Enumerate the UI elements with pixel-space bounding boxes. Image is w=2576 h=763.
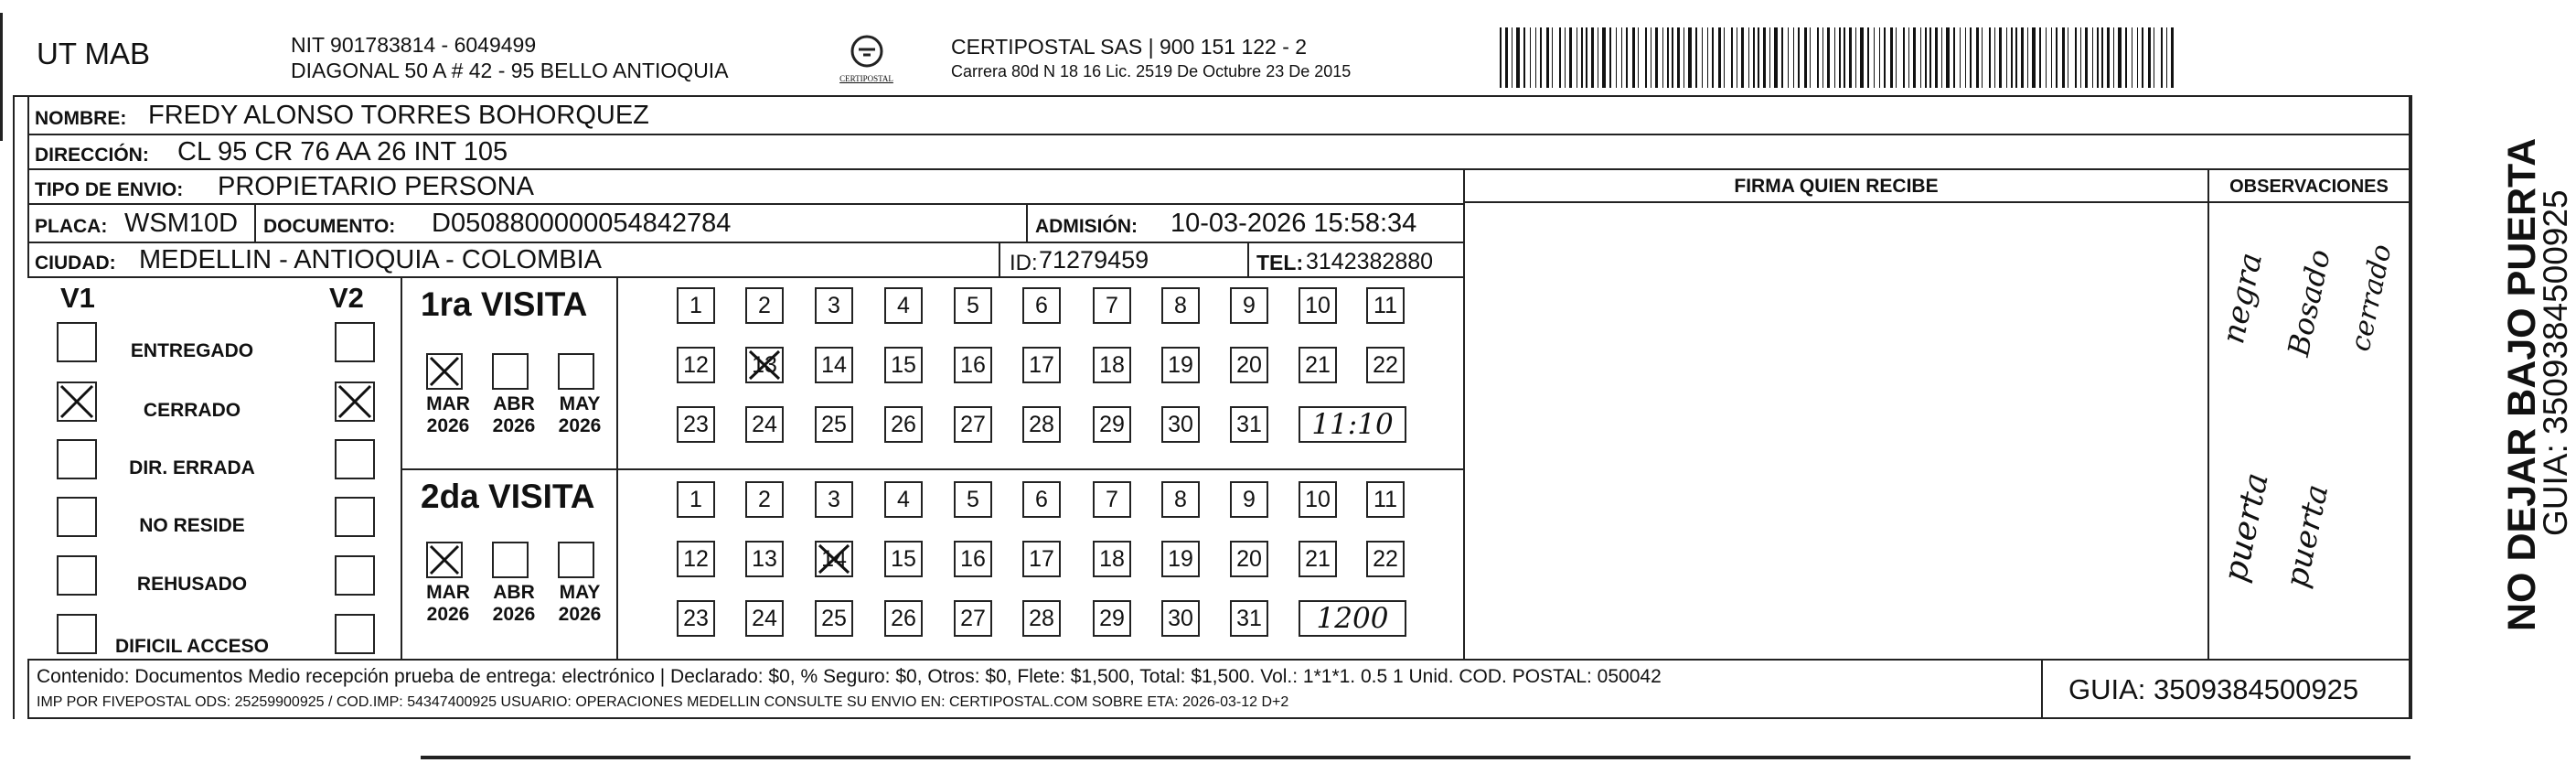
footer-guia: GUIA: 3509384500925 <box>2068 673 2359 705</box>
visita1-day-24[interactable]: 24 <box>745 406 784 443</box>
barcode-bar <box>1781 27 1783 88</box>
barcode-bar <box>1758 27 1759 88</box>
visita1-section <box>402 276 1463 470</box>
barcode-bar <box>2171 27 2174 88</box>
visita1-day-13[interactable]: 13 <box>745 347 784 383</box>
status-label-0: ENTREGADO <box>130 340 254 361</box>
admision-label: ADMISIÓN: <box>1035 216 1138 237</box>
visita1-title: 1ra VISITA <box>421 285 588 323</box>
barcode-bar <box>1500 27 1502 88</box>
visita2-day-18[interactable]: 18 <box>1093 541 1131 577</box>
barcode-bar <box>2101 27 2103 88</box>
visita1-month-checkbox-0[interactable] <box>426 353 463 390</box>
v2-checkbox-1[interactable] <box>335 382 375 422</box>
observaciones-box <box>2207 168 2410 661</box>
documento-label: DOCUMENTO: <box>263 216 396 237</box>
barcode-bar <box>1989 27 1991 88</box>
barcode-bar <box>1982 27 1983 88</box>
barcode-bar <box>1683 27 1684 88</box>
visita2-day-7[interactable]: 7 <box>1093 481 1131 518</box>
v2-checkbox-3[interactable] <box>335 497 375 537</box>
status-label-3: NO RESIDE <box>139 515 245 536</box>
check-x-icon <box>428 543 461 576</box>
visita1-day-26[interactable]: 26 <box>884 406 923 443</box>
check-x-icon <box>428 355 461 388</box>
visita2-divider <box>616 470 618 661</box>
visita2-time[interactable]: 1200 <box>1299 600 1406 637</box>
barcode-bar <box>1677 27 1680 88</box>
visita1-day-6[interactable]: 6 <box>1022 287 1061 324</box>
visita1-day-27[interactable]: 27 <box>954 406 992 443</box>
visita1-day-31[interactable]: 31 <box>1230 406 1268 443</box>
barcode-bar <box>1817 27 1819 88</box>
placa-value: WSM10D <box>124 209 239 238</box>
id-label: ID: <box>1010 251 1038 275</box>
visita2-day-30[interactable]: 30 <box>1161 600 1200 637</box>
barcode-bar <box>1976 27 1979 88</box>
side-warning <box>2423 119 2576 631</box>
visita1-day-18[interactable]: 18 <box>1093 347 1131 383</box>
visita1-day-10[interactable]: 10 <box>1299 287 1337 324</box>
visita1-day-1[interactable]: 1 <box>677 287 715 324</box>
tipo-label: TIPO DE ENVIO: <box>35 179 184 200</box>
visita2-day-23[interactable]: 23 <box>677 600 715 637</box>
barcode-bar <box>1913 27 1916 88</box>
barcode-bar <box>2006 27 2007 88</box>
barcode-bar <box>1849 27 1852 88</box>
barcode-bar <box>1672 27 1673 88</box>
visita1-month-checkbox-2[interactable] <box>558 353 594 390</box>
barcode-bar <box>1860 27 1864 88</box>
barcode-bar <box>1774 27 1778 88</box>
visita2-day-25[interactable]: 25 <box>815 600 853 637</box>
visita2-day-10[interactable]: 10 <box>1299 481 1337 518</box>
barcode-bar <box>2051 27 2052 88</box>
visita2-day-27[interactable]: 27 <box>954 600 992 637</box>
visita2-day-14[interactable]: 14 <box>815 541 853 577</box>
barcode-bar <box>1874 27 1875 88</box>
visita2-year-label-2: 2026 <box>558 604 602 625</box>
visita1-day-9[interactable]: 9 <box>1230 287 1268 324</box>
check-x-icon <box>337 383 373 420</box>
v1-checkbox-0[interactable] <box>57 322 97 362</box>
barcode-bar <box>2137 27 2138 88</box>
observaciones-label: OBSERVACIONES <box>2229 177 2389 197</box>
v2-checkbox-5[interactable] <box>335 614 375 654</box>
visita2-day-24[interactable]: 24 <box>745 600 784 637</box>
visita2-day-1[interactable]: 1 <box>677 481 715 518</box>
tel-value: 3142382880 <box>1306 249 1434 274</box>
barcode-bar <box>2062 27 2065 88</box>
barcode-bar <box>1621 27 1622 88</box>
obs-note-2: Bosado <box>2281 246 2337 360</box>
certipostal-line2: Carrera 80d N 18 16 Lic. 2519 De Octubre 23 De 2015 <box>951 62 1352 81</box>
visita1-month-label-1: ABR <box>493 393 535 414</box>
status-label-2: DIR. ERRADA <box>129 457 255 478</box>
barcode-bar <box>1855 27 1856 88</box>
admision-value: 10-03-2026 15:58:34 <box>1170 209 1417 238</box>
visita1-day-16[interactable]: 16 <box>954 347 992 383</box>
status-label-5: DIFICIL ACCESO <box>114 636 269 657</box>
barcode-bar <box>1965 27 1966 88</box>
visita1-day-30[interactable]: 30 <box>1161 406 1200 443</box>
barcode-bar <box>1788 27 1789 88</box>
barcode-bar <box>2148 27 2151 88</box>
barcode-bar <box>1748 27 1749 88</box>
barcode-bar <box>1753 27 1755 88</box>
ciudad-value: MEDELLIN - ANTIOQUIA - COLOMBIA <box>139 245 602 274</box>
visita2-day-31[interactable]: 31 <box>1230 600 1268 637</box>
obs-note-4: puerta <box>2216 469 2276 586</box>
v2-checkbox-4[interactable] <box>335 555 375 596</box>
barcode-bar <box>1586 27 1587 88</box>
visita2-day-16[interactable]: 16 <box>954 541 992 577</box>
barcode-bar <box>2113 27 2114 88</box>
barcode-bar <box>1516 27 1520 88</box>
direccion-label: DIRECCIÓN: <box>35 145 149 166</box>
barcode-bar <box>1695 27 1697 88</box>
barcode-bar <box>1616 27 1617 88</box>
check-x-icon <box>817 543 851 575</box>
barcode-bar <box>1946 27 1950 88</box>
nombre-label: NOMBRE: <box>35 108 127 129</box>
barcode-bar <box>1935 27 1938 88</box>
barcode-bar <box>1688 27 1692 88</box>
barcode <box>1500 27 2181 88</box>
visita2-day-8[interactable]: 8 <box>1161 481 1200 518</box>
visita2-day-9[interactable]: 9 <box>1230 481 1268 518</box>
barcode-bar <box>2118 27 2122 88</box>
visita1-day-11[interactable]: 11 <box>1366 287 1405 324</box>
visita1-day-28[interactable]: 28 <box>1022 406 1061 443</box>
barcode-bar <box>1798 27 1800 88</box>
barcode-bar <box>2075 27 2077 88</box>
barcode-bar <box>1667 27 1669 88</box>
barcode-bar <box>1839 27 1841 88</box>
direccion-row <box>27 134 2410 170</box>
visita2-day-15[interactable]: 15 <box>884 541 923 577</box>
visita2-day-6[interactable]: 6 <box>1022 481 1061 518</box>
frame-right-line <box>2410 95 2412 719</box>
visita1-month-checkbox-1[interactable] <box>492 353 529 390</box>
visita1-day-12[interactable]: 12 <box>677 347 715 383</box>
documento-value: D0508800000054842784 <box>432 209 732 238</box>
barcode-bar <box>1530 27 1531 88</box>
firma-label: FIRMA QUIEN RECIBE <box>1734 176 1939 197</box>
visita1-year-label-1: 2026 <box>492 415 536 436</box>
barcode-bar <box>1523 27 1525 88</box>
visita1-day-23[interactable]: 23 <box>677 406 715 443</box>
barcode-bar <box>1707 27 1708 88</box>
barcode-bar <box>1908 27 1909 88</box>
visita2-month-label-2: MAY <box>559 582 601 603</box>
barcode-bar <box>2107 27 2110 88</box>
visita1-day-20[interactable]: 20 <box>1230 347 1268 383</box>
barcode-bar <box>1645 27 1647 88</box>
visita1-day-3[interactable]: 3 <box>815 287 853 324</box>
barcode-bar <box>1999 27 2002 88</box>
barcode-bar <box>2161 27 2163 88</box>
v1-checkbox-3[interactable] <box>57 497 97 537</box>
status-label-4: REHUSADO <box>136 574 248 595</box>
visita2-month-label-0: MAR <box>426 582 470 603</box>
barcode-bar <box>1626 27 1628 88</box>
v2-checkbox-0[interactable] <box>335 322 375 362</box>
barcode-bar <box>1769 27 1770 88</box>
barcode-bar <box>1960 27 1961 88</box>
barcode-bar <box>1763 27 1766 88</box>
v2-checkbox-2[interactable] <box>335 439 375 479</box>
barcode-bar <box>1591 27 1594 88</box>
barcode-bar <box>1903 27 1905 88</box>
barcode-bar <box>2032 27 2036 88</box>
barcode-bar <box>1867 27 1869 88</box>
visita1-day-14[interactable]: 14 <box>815 347 853 383</box>
barcode-bar <box>1724 27 1725 88</box>
visita2-month-checkbox-2[interactable] <box>558 542 594 578</box>
firma-header <box>1465 170 2207 203</box>
nombre-value: FREDY ALONSO TORRES BOHORQUEZ <box>148 101 649 130</box>
visita2-day-17[interactable]: 17 <box>1022 541 1061 577</box>
barcode-bar <box>1581 27 1583 88</box>
check-x-icon <box>59 383 95 420</box>
ciudad-label: CIUDAD: <box>35 253 116 274</box>
footer-box <box>27 659 2410 719</box>
visita2-year-label-1: 2026 <box>492 604 536 625</box>
firma-box <box>1463 168 2209 661</box>
barcode-bar <box>2166 27 2167 88</box>
observaciones-header <box>2209 170 2409 203</box>
visita1-time[interactable]: 11:10 <box>1299 406 1406 443</box>
barcode-bar <box>1602 27 1606 88</box>
barcode-bar <box>1879 27 1880 88</box>
visita2-day-29[interactable]: 29 <box>1093 600 1131 637</box>
obs-note-3: cerrado <box>2344 241 2399 355</box>
obs-note-5: puerta <box>2278 481 2336 591</box>
placa-label: PLACA: <box>35 216 108 237</box>
visita2-day-22[interactable]: 22 <box>1366 541 1405 577</box>
visita2-title: 2da VISITA <box>421 478 595 515</box>
visita1-day-25[interactable]: 25 <box>815 406 853 443</box>
visita2-day-11[interactable]: 11 <box>1366 481 1405 518</box>
visita2-day-19[interactable]: 19 <box>1161 541 1200 577</box>
visita2-day-12[interactable]: 12 <box>677 541 715 577</box>
visita1-year-label-0: 2026 <box>426 415 470 436</box>
barcode-bar <box>2039 27 2041 88</box>
barcode-bar <box>1569 27 1572 88</box>
barcode-bar <box>1731 27 1733 88</box>
ciudad-row <box>27 242 1465 278</box>
v1-label: V1 <box>60 282 95 314</box>
barcode-bar <box>2011 27 2013 88</box>
barcode-bar <box>1540 27 1542 88</box>
tipo-value: PROPIETARIO PERSONA <box>218 172 534 201</box>
side-warning-text: NO DEJAR BAJO PUERTA <box>2500 137 2544 631</box>
barcode-bar <box>2015 27 2017 88</box>
certipostal-line1: CERTIPOSTAL SAS | 900 151 122 - 2 <box>951 35 1308 59</box>
footer-line2: IMP POR FIVEPOSTAL ODS: 25259900925 / COD.IMP: 54347400925 USUARIO: OPERACIONES MEDELLIN CONSULTE SU ENVIO EN: CERTIPOSTAL.COM SOBRE ETA: 2026-03-12 D+2 <box>37 694 1289 710</box>
header <box>0 0 2576 101</box>
tel-divider <box>1247 243 1249 276</box>
barcode-bar <box>1505 27 1508 88</box>
footer-line1: Contenido: Documentos Medio recepción prueba de entrega: electrónico | Declarado: $0, % Seguro: $0, Otros: $0, Flete: $1,500, Total: $1,500. Vol.: 1*1*1. 0.5 1 Unid. COD. POSTAL: 050042 <box>37 666 1662 687</box>
barcode-bar <box>1565 27 1566 88</box>
barcode-bar <box>1994 27 1995 88</box>
placa-row <box>27 203 1465 243</box>
visita2-day-26[interactable]: 26 <box>884 600 923 637</box>
visita1-day-22[interactable]: 22 <box>1366 347 1405 383</box>
v1-checkbox-2[interactable] <box>57 439 97 479</box>
footer-guia-divider <box>2041 661 2043 717</box>
logo-icon <box>849 33 885 70</box>
barcode-bar <box>1632 27 1635 88</box>
visita1-day-17[interactable]: 17 <box>1022 347 1061 383</box>
status-section <box>27 276 402 661</box>
v1-checkbox-5[interactable] <box>57 614 97 654</box>
certipostal-logo: CERTIPOSTAL <box>832 33 901 83</box>
visita2-day-5[interactable]: 5 <box>954 481 992 518</box>
visita2-year-label-0: 2026 <box>426 604 470 625</box>
barcode-bar <box>1925 27 1927 88</box>
visita2-month-checkbox-0[interactable] <box>426 542 463 578</box>
visita1-day-4[interactable]: 4 <box>884 287 923 324</box>
check-x-icon <box>747 349 782 382</box>
barcode-bar <box>1552 27 1553 88</box>
placa-divider <box>254 205 256 242</box>
visita2-day-4[interactable]: 4 <box>884 481 923 518</box>
barcode-bar <box>1884 27 1886 88</box>
barcode-bar <box>2021 27 2024 88</box>
visita2-day-2[interactable]: 2 <box>745 481 784 518</box>
visita2-day-28[interactable]: 28 <box>1022 600 1061 637</box>
visita2-month-checkbox-1[interactable] <box>492 542 529 578</box>
barcode-bar <box>2046 27 2047 88</box>
barcode-bar <box>2092 27 2093 88</box>
visita1-day-8[interactable]: 8 <box>1161 287 1200 324</box>
visita1-day-19[interactable]: 19 <box>1161 347 1200 383</box>
barcode-bar <box>1662 27 1663 88</box>
nombre-row <box>27 95 2410 135</box>
barcode-bar <box>1535 27 1536 88</box>
visita1-month-label-0: MAR <box>426 393 470 414</box>
id-divider <box>999 243 1000 276</box>
company-name: UT MAB <box>37 37 151 70</box>
visita1-year-label-2: 2026 <box>558 415 602 436</box>
barcode-bar <box>1929 27 1931 88</box>
v2-label: V2 <box>329 282 364 314</box>
visita2-month-label-1: ABR <box>493 582 535 603</box>
barcode-bar <box>1920 27 1921 88</box>
visita2-day-20[interactable]: 20 <box>1230 541 1268 577</box>
visita2-day-3[interactable]: 3 <box>815 481 853 518</box>
barcode-bar <box>1804 27 1807 88</box>
frame-left-line <box>13 95 15 719</box>
barcode-bar <box>1953 27 1955 88</box>
barcode-bar <box>1844 27 1845 88</box>
barcode-bar <box>2085 27 2088 88</box>
barcode-bar <box>1638 27 1639 88</box>
barcode-bar <box>2027 27 2028 88</box>
visita1-day-29[interactable]: 29 <box>1093 406 1131 443</box>
obs-note-1: negra <box>2215 249 2271 348</box>
barcode-bar <box>1655 27 1658 88</box>
visita1-day-2[interactable]: 2 <box>745 287 784 324</box>
id-value: 71279459 <box>1039 246 1149 274</box>
barcode-bar <box>1793 27 1794 88</box>
frame-bottom-line <box>421 756 2410 759</box>
admision-divider <box>1026 205 1028 242</box>
barcode-bar <box>1712 27 1714 88</box>
barcode-bar <box>1609 27 1611 88</box>
barcode-bar <box>2125 27 2127 88</box>
barcode-bar <box>1822 27 1823 88</box>
barcode-bar <box>1890 27 1893 88</box>
visita1-day-21[interactable]: 21 <box>1299 347 1337 383</box>
barcode-bar <box>1741 27 1744 88</box>
visita1-day-15[interactable]: 15 <box>884 347 923 383</box>
barcode-bar <box>1941 27 1942 88</box>
direccion-value: CL 95 CR 76 AA 26 INT 105 <box>177 137 508 167</box>
barcode-bar <box>2080 27 2081 88</box>
visita2-day-13[interactable]: 13 <box>745 541 784 577</box>
sender-address: DIAGONAL 50 A # 42 - 95 BELLO ANTIOQUIA <box>291 59 729 82</box>
barcode-bar <box>1827 27 1830 88</box>
barcode-bar <box>2097 27 2099 88</box>
barcode-bar <box>1718 27 1721 88</box>
v1-checkbox-4[interactable] <box>57 555 97 596</box>
barcode-bar <box>2142 27 2143 88</box>
nit: NIT 901783814 - 6049499 <box>291 33 537 57</box>
barcode-bar <box>1896 27 1897 88</box>
barcode-bar <box>1702 27 1703 88</box>
side-guia-text: GUIA: 3509384500925 <box>2537 189 2574 536</box>
barcode-bar <box>1559 27 1561 88</box>
barcode-bar <box>1834 27 1835 88</box>
barcode-bar <box>1546 27 1549 88</box>
barcode-bar <box>1810 27 1811 88</box>
status-label-1: CERRADO <box>143 400 241 421</box>
tel-label: TEL: <box>1256 251 1304 274</box>
visita2-day-21[interactable]: 21 <box>1299 541 1337 577</box>
frame-left-stub <box>0 13 3 141</box>
barcode-bar <box>2056 27 2058 88</box>
visita1-month-label-2: MAY <box>559 393 601 414</box>
visita1-day-7[interactable]: 7 <box>1093 287 1131 324</box>
visita1-divider <box>616 276 618 468</box>
barcode-bar <box>1970 27 1972 88</box>
visita1-day-5[interactable]: 5 <box>954 287 992 324</box>
tipo-row <box>27 168 1465 205</box>
visita2-section <box>402 470 1463 661</box>
v1-checkbox-1[interactable] <box>57 382 97 422</box>
